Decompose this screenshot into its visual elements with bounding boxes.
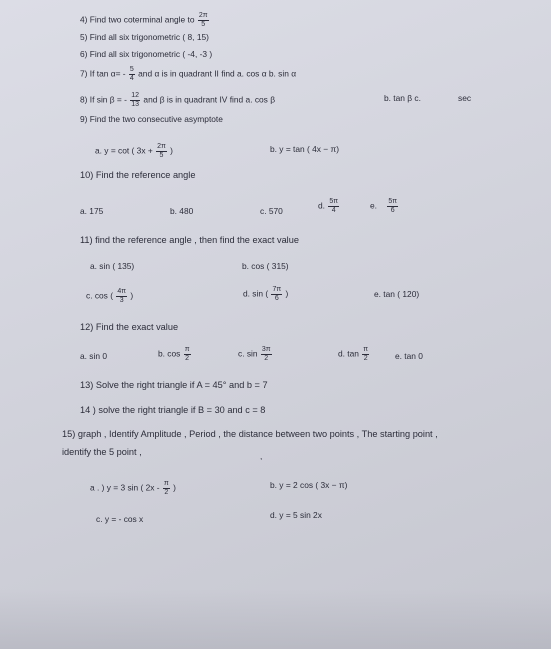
question-10-part-d xyxy=(318,198,340,215)
question-11-part-b: b. cos ( 315) xyxy=(242,261,289,271)
question-11-d-prefix: d. sin ( xyxy=(243,288,269,299)
question-10-part-c: c. 570 xyxy=(260,206,283,216)
question-11-c-suffix: ) xyxy=(130,290,134,301)
question-11-c-prefix: c. cos ( xyxy=(86,290,113,301)
question-8-part-b: b. tan β c. xyxy=(384,93,421,103)
page-shadow xyxy=(0,589,551,649)
fraction-5pi-over-6: $\frac{5\pi}{6}$ xyxy=(388,198,398,214)
question-9-a-prefix: a. y = cot ( 3x + xyxy=(95,145,153,156)
question-8-suffix: and β is in quadrant IV find a. cos β xyxy=(143,94,276,105)
question-12-b-prefix: b. cos xyxy=(158,348,181,359)
question-7-prefix: 7) If tan α= - xyxy=(80,68,126,79)
question-8-sec: sec xyxy=(458,93,472,103)
question-8-prefix: 8) If sin β = - xyxy=(80,94,127,105)
question-10: 10) Find the reference angle xyxy=(80,170,196,180)
question-10-part-a: a. 175 xyxy=(80,206,104,216)
question-11-part-d xyxy=(243,286,288,303)
question-10-part-b: b. 480 xyxy=(170,206,194,216)
question-4-text: 4) Find two coterminal angle to xyxy=(80,14,195,25)
question-15-line-2: identify the 5 point , xyxy=(62,447,142,457)
question-15-part-c: c. y = - cos x xyxy=(96,514,144,524)
question-6: 6) Find all six trigonometric ( -4, -3 ) xyxy=(80,49,213,59)
question-12-part-a: a. sin 0 xyxy=(80,351,108,361)
question-5: 5) Find all six trigonometric ( 8, 15) xyxy=(80,32,209,42)
question-14: 14 ) solve the right triangle if B = 30 and c = 8 xyxy=(80,405,266,415)
question-15-part-a xyxy=(90,480,176,497)
fraction-2pi-over-5: $\frac{2\pi}{5}$ xyxy=(157,143,166,159)
question-7-suffix: and α is in quadrant II find a. cos α b. sin α xyxy=(138,68,297,79)
fraction-pi-over-2: $\frac{\pi}{2}$ xyxy=(184,346,190,362)
fraction-pi-over-2: $\frac{\pi}{2}$ xyxy=(363,346,369,362)
question-15-part-b: b. y = 2 cos ( 3x − π) xyxy=(270,480,348,490)
question-11-part-c xyxy=(86,288,133,305)
question-12-d-prefix: d. tan xyxy=(338,348,359,359)
question-12-part-b xyxy=(158,346,192,363)
question-9: 9) Find the two consecutive asymptote xyxy=(80,114,223,124)
question-11: 11) find the reference angle , then find the exact value xyxy=(80,235,299,245)
question-9-part-a xyxy=(95,143,173,160)
question-15-part-d: d. y = 5 sin 2x xyxy=(270,510,322,520)
question-15-line-1: 15) graph , Identify Amplitude , Period , the distance between two points , The starting point , xyxy=(62,429,438,439)
fraction-5pi-over-4: $\frac{5\pi}{4}$ xyxy=(329,198,339,214)
question-15-a-prefix: a . ) y = 3 sin ( 2x - xyxy=(90,482,160,493)
question-7 xyxy=(80,66,296,83)
fraction-3pi-over-2: $\frac{3\pi}{2}$ xyxy=(261,346,271,362)
fraction-4pi-over-3: $\frac{4\pi}{3}$ xyxy=(117,288,127,304)
fraction-2pi-over-5: $\frac{2\pi}{5}$ xyxy=(198,12,208,28)
question-12-part-d xyxy=(338,346,370,363)
question-12-c-prefix: c. sin xyxy=(238,348,258,359)
question-11-part-a: a. sin ( 135) xyxy=(90,261,135,271)
question-12: 12) Find the exact value xyxy=(80,322,179,332)
fraction-12-over-13: $\frac{12}{13}$ xyxy=(131,92,140,108)
question-4 xyxy=(80,12,210,29)
fraction-7pi-over-6: $\frac{7\pi}{6}$ xyxy=(272,286,282,302)
question-12-part-c xyxy=(238,346,273,363)
question-8 xyxy=(80,92,275,109)
question-15-comma: , xyxy=(260,451,263,461)
question-11-d-suffix: ) xyxy=(285,288,289,299)
question-10-e-label: e. xyxy=(370,200,377,211)
question-9-part-b: b. y = tan ( 4x − π) xyxy=(270,144,340,154)
question-15-a-suffix: ) xyxy=(173,482,176,493)
question-9-a-suffix: ) xyxy=(170,145,173,156)
question-10-d-label: d. xyxy=(318,200,325,211)
question-12-part-e: e. tan 0 xyxy=(395,351,423,361)
fraction-5-over-4: $\frac{5}{4}$ xyxy=(129,66,134,82)
question-13: 13) Solve the right triangle if A = 45° and b = 7 xyxy=(80,380,268,390)
fraction-pi-over-2: $\frac{\pi}{2}$ xyxy=(163,480,169,496)
question-10-part-e xyxy=(370,198,399,215)
question-11-part-e: e. tan ( 120) xyxy=(374,289,420,299)
